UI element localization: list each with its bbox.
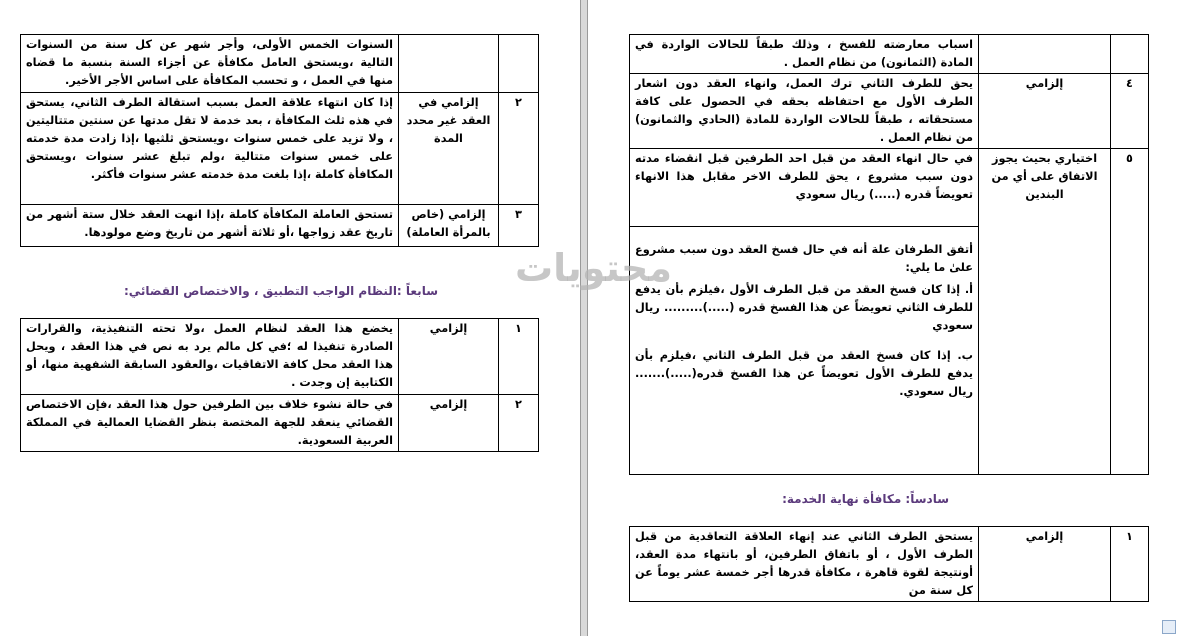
- clause-type: إلزامي: [399, 395, 499, 452]
- row-number: ١: [1111, 527, 1149, 602]
- clause-type: إلزامي: [979, 527, 1111, 602]
- clause-type: إلزامي: [979, 74, 1111, 149]
- row-number: ٢: [499, 395, 539, 452]
- row-number: ٥: [1111, 149, 1149, 475]
- table-row: [21, 395, 539, 452]
- row-number: ١: [499, 319, 539, 395]
- right-page: [588, 0, 1178, 636]
- table-row: [630, 35, 1149, 74]
- table-row: [21, 93, 539, 205]
- clause-text: يحق للطرف الثاني ترك العمل، وانهاء العقد دون اشعار الطرف الأول مع احتفاظه بحقه في الحصول على كافة مستحقاته ، طبقاً للحالات الواردة للمادة (الحادي والثمانون) من نظام العمل .: [630, 74, 979, 149]
- right-table-2: [629, 526, 1149, 602]
- row-number: ٢: [499, 93, 539, 205]
- row-number: [1111, 35, 1149, 74]
- table-row: [630, 74, 1149, 149]
- resize-corner-icon[interactable]: [1162, 620, 1176, 634]
- clause-text: يستحق الطرف الثاني عند إنهاء العلاقة التعاقدية من قبل الطرف الأول ، أو باتفاق الطرفين، أو بانتهاء مدة العقد، أونتيجة لقوة قاهرة ، مكافأة قدرها أجر خمسة عشر يوماً عن كل سنة من: [630, 527, 979, 602]
- right-table-1: [629, 34, 1149, 475]
- clause-text: اسباب معارضته للفسخ ، وذلك طبقاً للحالات الواردة في المادة (الثمانون) من نظام العمل .: [630, 35, 979, 74]
- clause-option-b: [630, 227, 979, 475]
- clause-type: [979, 35, 1111, 74]
- table-row: [630, 527, 1149, 602]
- clause-type: إلزامي (خاص بالمرأة العاملة): [399, 205, 499, 247]
- table-row: [21, 319, 539, 395]
- clause-text: السنوات الخمس الأولى، وأجر شهر عن كل سنة من السنوات التالية ،ويستحق العامل مكافأة عن أجزاء السنة بنسبة ما قضاه منها في العمل ، و تحسب المكافأة على اساس الأجر الأخير.: [21, 35, 399, 93]
- row-number: [499, 35, 539, 93]
- option-b-intro: أتفق الطرفان علة أنه في حال فسخ العقد دون سبب مشروع علىٰ ما يلي:: [635, 243, 973, 274]
- section-heading-seventh: سابعاً :النظام الواجب التطبيق ، والاختصاص القضائي:: [123, 284, 438, 298]
- clause-text: تستحق العاملة المكافأة كاملة ،إذا انهت العقد خلال ستة أشهر من تاريخ عقد زواجها ،أو ثلاثة أشهر من تاريخ وضع مولودها.: [21, 205, 399, 247]
- watermark-logo: محتويات: [515, 246, 672, 290]
- option-b-item-b: ب. إذا كان فسخ العقد من قبل الطرف الثاني ،فيلزم بأن يدفع للطرف الأول تعويضاً عن هذا الفسخ قدره(.....)....... ريال سعودي.: [635, 349, 973, 398]
- table-row: [630, 149, 1149, 227]
- left-table-2: [20, 318, 539, 452]
- clause-type: إلزامي في العقد غير محدد المدة: [399, 93, 499, 205]
- row-number: ٤: [1111, 74, 1149, 149]
- clause-text: يخضع هذا العقد لنظام العمل ،ولا تحته التنفيذية، والقرارات الصادرة تنفيذا له ؛في كل مالم يرد به نص في هذا العقد ، ويحل هذا العقد محل كافة الاتفاقيات ،والعقود السابقة الشفهية منها، أو الكتابية إن وجدت .: [21, 319, 399, 395]
- table-row: [21, 35, 539, 93]
- left-table-1: [20, 34, 539, 247]
- left-page: [0, 0, 580, 636]
- table-row: [21, 205, 539, 247]
- clause-type: [399, 35, 499, 93]
- clause-text: إذا كان انتهاء علاقة العمل بسبب استقالة الطرف الثاني، يستحق في هذه ثلث المكافأة ، بعد خدمة لا تقل مدتها عن سنتين متتاليتين ، ولا تزيد على خمس سنوات ،ويستحق ثلثيها ،إذا زادت مدة خدمته على خمس سنوات متتالية ،ولم تبلغ عشر سنوات ،ويستحق المكافأة كاملة ،إذا بلغت مدة خدمته عشر سنوات فأكثر.: [21, 93, 399, 205]
- clause-option-a: في حال انهاء العقد من قبل احد الطرفين قبل انقضاء مدته دون سبب مشروع ، يحق للطرف الاخر مقابل هذا الانهاء تعويضاً قدره (.....) ريال سعودي: [630, 149, 979, 227]
- section-heading-sixth: سادساً: مكافأة نهاية الخدمة:: [782, 492, 949, 506]
- clause-text: في حالة نشوء خلاف بين الطرفين حول هذا العقد ،فإن الاختصاص القضائي ينعقد للجهة المختصة بنظر القضايا العمالية في المملكة العربية السعودية.: [21, 395, 399, 452]
- option-b-item-a: أ. إذا كان فسخ العقد من قبل الطرف الأول ،فيلزم بأن يدفع للطرف الثاني تعويضاً عن هذا الفسخ قدره (.....)......... ريال سعودي: [635, 283, 973, 332]
- page-gutter: [580, 0, 588, 636]
- clause-type: اختياري بحيث يجوز الاتفاق على أي من البندين: [979, 149, 1111, 475]
- row-number: ٣: [499, 205, 539, 247]
- clause-type: إلزامي: [399, 319, 499, 395]
